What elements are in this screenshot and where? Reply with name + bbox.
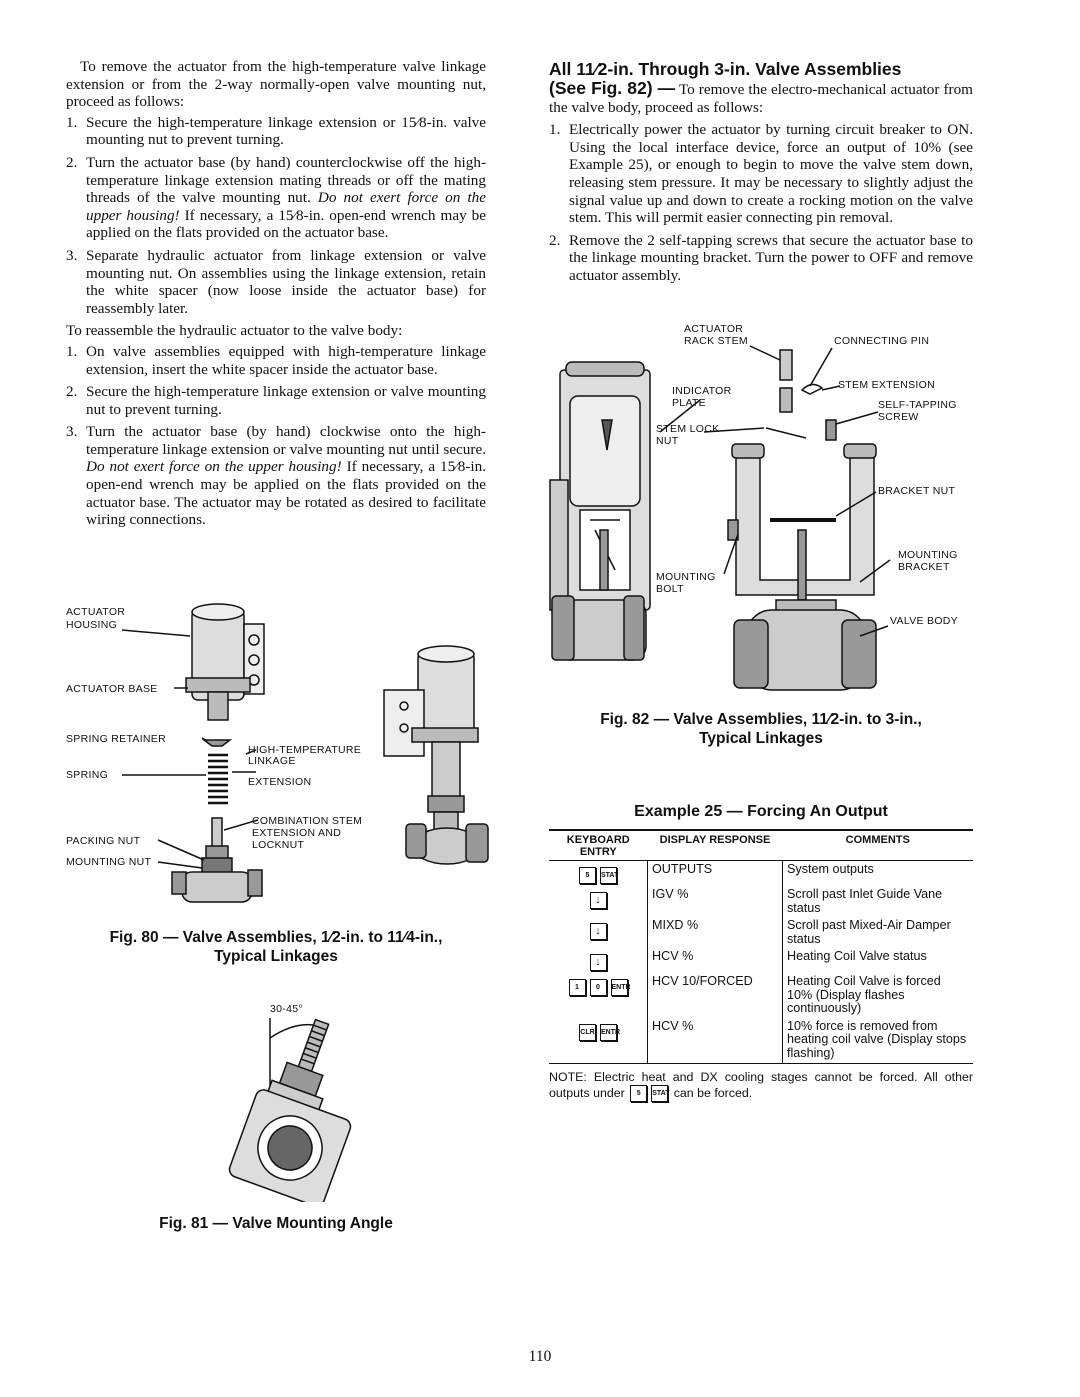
list-item: 1. Electrically power the actuator by turning circuit breaker to ON. Using the local interface device, force an output of 10% (see Example 25), or enough to begin to move the valve stem down, releasing stem pressure. It may be necessary to slightly adjust the signal value up and down to create a rocking motion on the valve stem. This will permit easier connecting pin removal. xyxy=(549,121,973,227)
down-arrow-key: ↓ xyxy=(590,892,607,909)
section-heading: All 11⁄2-in. Through 3-in. Valve Assemblies xyxy=(549,59,902,79)
fig80-label: ACTUATOR xyxy=(66,606,126,618)
fig82-label: RACK STEM xyxy=(684,335,748,347)
key-clr: CLR xyxy=(579,1024,596,1041)
fig80-label: COMBINATION STEM xyxy=(252,815,363,827)
page-number: 110 xyxy=(528,1348,552,1365)
right-steps xyxy=(549,121,973,284)
key-0: 0 xyxy=(590,979,607,996)
fig82-label: BRACKET NUT xyxy=(878,485,956,497)
fig82-illustration xyxy=(540,320,980,692)
fig81-angle-label: 30-45° xyxy=(270,1003,303,1015)
fig82-label: ACTUATOR xyxy=(684,323,744,335)
key-5: 5 xyxy=(630,1085,647,1102)
fig80-label: ACTUATOR BASE xyxy=(66,683,158,695)
fig80-label: PACKING NUT xyxy=(66,835,141,847)
list-item: 1. Secure the high-temperature linkage extension or 15⁄8-in. valve mounting nut to prevent turning. xyxy=(66,113,486,149)
fig82-label: PLATE xyxy=(672,397,706,409)
fig81-caption: Fig. 81 — Valve Mounting Angle xyxy=(159,1215,393,1232)
fig80-label: LOCKNUT xyxy=(252,839,305,851)
key-entr: ENTR xyxy=(600,1024,617,1041)
display-response: HCV 10/FORCED xyxy=(648,973,783,1018)
right-column xyxy=(549,58,973,290)
table-row xyxy=(549,886,973,917)
display-response: OUTPUTS xyxy=(648,861,783,887)
left-column xyxy=(66,58,486,534)
list-item: 1. On valve assemblies equipped with high-temperature linkage extension, insert the white spacer inside the actuator base. xyxy=(66,342,486,378)
example-title: Example 25 — Forcing An Output xyxy=(634,803,888,820)
fig80-illustration xyxy=(62,600,492,910)
remove-steps xyxy=(66,114,486,318)
table-row xyxy=(549,973,973,1018)
list-item: 2. Remove the 2 self-tapping screws that secure the actuator base to the linkage mounting bracket. Turn the power to OFF and remove actuator assembly. xyxy=(549,231,973,284)
column-header: COMMENTS xyxy=(845,834,910,846)
fig80-label: SPRING RETAINER xyxy=(66,733,166,745)
table-row xyxy=(549,861,973,887)
fig80-label: EXTENSION xyxy=(248,776,312,788)
section-intro: (See Fig. 82) — To remove the electro-mechanical actuator from the valve body, proceed as follows: xyxy=(549,78,973,116)
table-row xyxy=(549,1018,973,1064)
fig82-label: SCREW xyxy=(878,411,919,423)
fig82-label: VALVE BODY xyxy=(890,615,958,627)
fig80-label: EXTENSION AND xyxy=(252,827,342,839)
fig82-label: CONNECTING PIN xyxy=(834,335,930,347)
comment: 10% force is removed from heating coil valve (Display stops flashing) xyxy=(783,1018,974,1064)
fig82-label: BOLT xyxy=(656,583,684,595)
key-entr: ENTR xyxy=(611,979,628,996)
fig80-label: HOUSING xyxy=(66,619,118,631)
example-table-wrap xyxy=(549,829,973,1102)
comment: Scroll past Mixed-Air Damper status xyxy=(787,918,951,946)
reassemble-steps xyxy=(66,343,486,529)
comment: System outputs xyxy=(787,862,874,876)
display-response: HCV % xyxy=(648,948,783,973)
fig80-label: SPRING xyxy=(66,769,109,781)
example-note: NOTE: Electric heat and DX cooling stages cannot be forced. All other outputs under 5 STAT can be forced. xyxy=(549,1070,973,1102)
fig82-label: NUT xyxy=(656,435,679,447)
fig80-label: HIGH-TEMPERATURE xyxy=(248,744,362,756)
display-response: MIXD % xyxy=(648,917,783,948)
table-row xyxy=(549,948,973,973)
comment: Scroll past Inlet Guide Vane status xyxy=(787,887,943,915)
fig82-caption: Fig. 82 — Valve Assemblies, 11⁄2-in. to 3-in., Typical Linkages xyxy=(600,711,922,747)
reassemble-intro: To reassemble the hydraulic actuator to the valve body: xyxy=(66,322,403,340)
fig82-label: MOUNTING xyxy=(656,571,716,583)
fig82-label: MOUNTING xyxy=(898,549,958,561)
fig82-label: BRACKET xyxy=(898,561,950,573)
comment: Heating Coil Valve is forced 10% (Display flashes continuously) xyxy=(787,974,941,1015)
fig82-label: INDICATOR xyxy=(672,385,732,397)
list-item: 3. Separate hydraulic actuator from linkage extension or valve mounting nut. On assemblies using the linkage extension, retain the white spacer (now loose inside the actuator base) for reassembly later. xyxy=(66,246,486,317)
key-stat: STAT xyxy=(651,1085,668,1102)
fig81-illustration xyxy=(210,998,370,1202)
list-item: 2. Secure the high-temperature linkage extension or valve mounting nut to prevent turning. xyxy=(66,383,486,418)
list-item: 2. Turn the actuator base (by hand) counterclockwise off the high-temperature linkage extension mating threads or off the mating threads of the valve mounting nut. Do not exert force on the upper housing! If necessary, a 15⁄8-in. open-end wrench may be applied on the flats provided on the actuator base. xyxy=(66,153,487,242)
comment: Heating Coil Valve status xyxy=(787,949,927,963)
list-item: 3. Turn the actuator base (by hand) clockwise onto the high-temperature linkage extension or valve mounting nut until secure. Do not exert force on the upper housing! If necessary, a 15⁄8-in. open-end wrench may be applied on the flats provided on the actuator base. The actuator may be rotated as desired to facilitate wiring connections. xyxy=(66,423,487,529)
remove-intro: To remove the actuator from the high-temperature valve linkage extension or from the 2-way normally-open valve mounting nut, proceed as follows: xyxy=(66,58,486,111)
example-table xyxy=(549,829,973,1064)
display-response: HCV % xyxy=(648,1018,783,1064)
fig80-label: LINKAGE xyxy=(248,755,296,767)
key-stat: STAT xyxy=(600,867,617,884)
key-1: 1 xyxy=(569,979,586,996)
fig82-label: STEM EXTENSION xyxy=(838,379,935,391)
key-5: 5 xyxy=(579,867,596,884)
column-header: DISPLAY RESPONSE xyxy=(659,834,771,846)
fig82-label: SELF-TAPPING xyxy=(878,399,957,411)
column-header: KEYBOARD ENTRY xyxy=(566,834,630,858)
table-row xyxy=(549,917,973,948)
display-response: IGV % xyxy=(648,886,783,917)
down-arrow-key: ↓ xyxy=(590,954,607,971)
down-arrow-key: ↓ xyxy=(590,923,607,940)
fig80-caption: Fig. 80 — Valve Assemblies, 1⁄2-in. to 11⁄4-in., Typical Linkages xyxy=(109,929,443,965)
fig80-label: MOUNTING NUT xyxy=(66,856,152,868)
fig82-label: STEM LOCK xyxy=(656,423,720,435)
